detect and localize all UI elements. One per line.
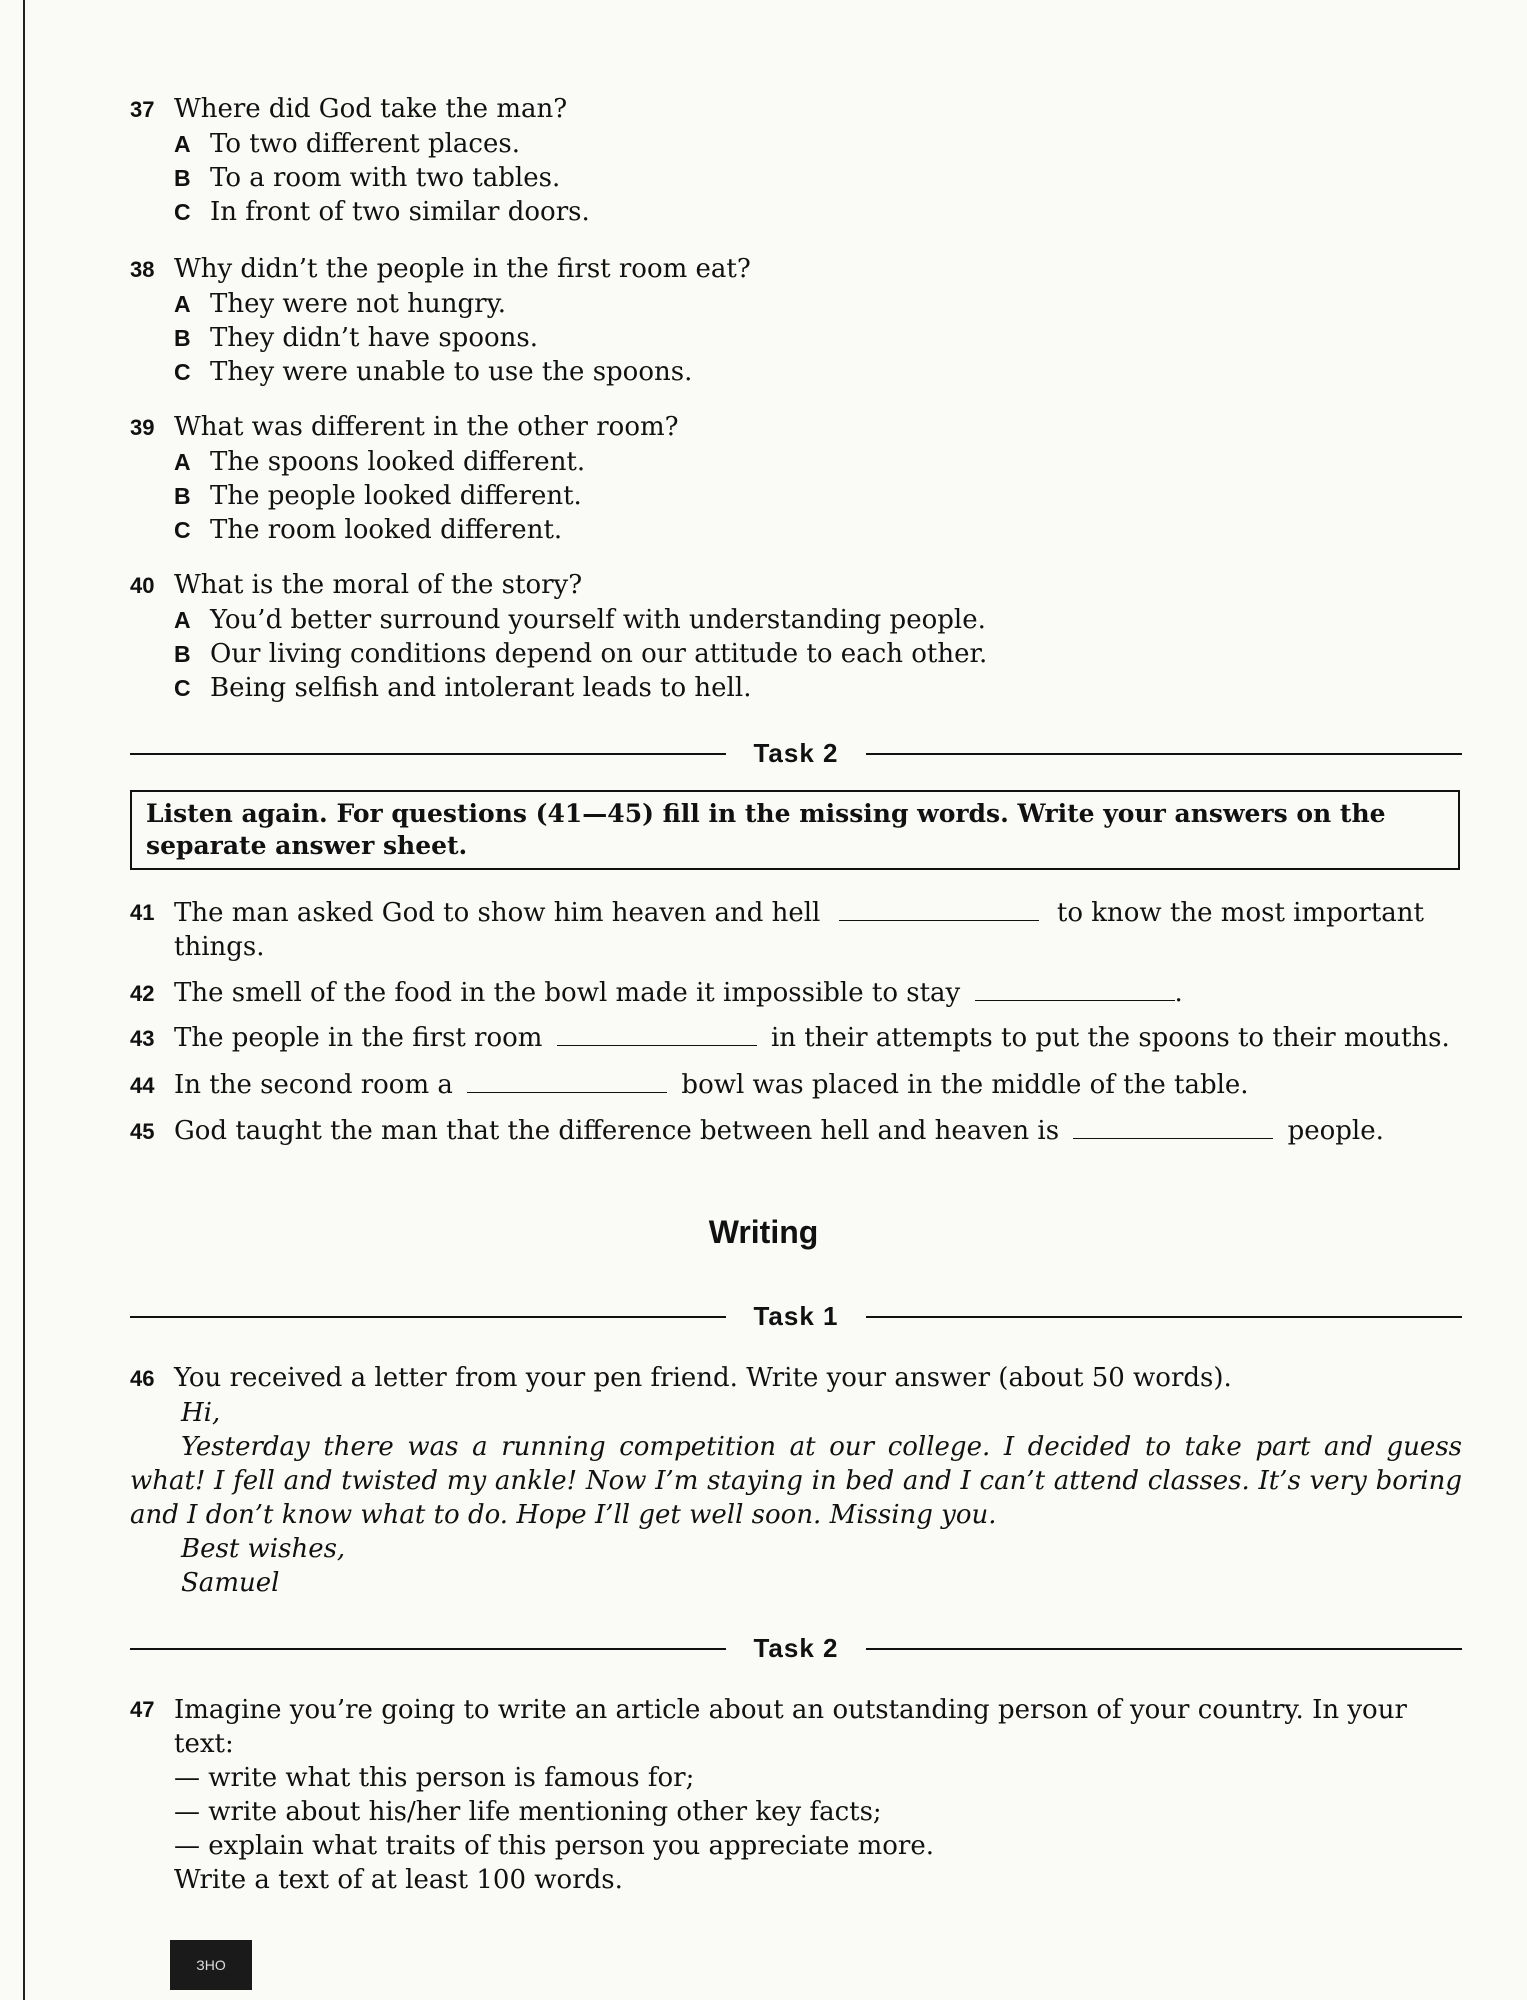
option-text: To two different places. (210, 129, 520, 159)
divider-line (130, 753, 726, 755)
question-number: 46 (130, 1366, 155, 1391)
letter-closing: Best wishes, (181, 1534, 346, 1564)
question-45 (130, 1114, 1384, 1149)
final-instruction: Write a text of at least 100 words. (174, 1865, 623, 1895)
question-number: 43 (130, 1026, 155, 1051)
option-letter: A (174, 449, 191, 475)
answer-blank (557, 1023, 757, 1046)
option-text: You’d better surround yourself with understanding people. (210, 605, 986, 635)
question-number: 38 (130, 257, 155, 282)
sentence-end: to know the most important things. (174, 898, 1424, 962)
question-number: 40 (130, 573, 155, 598)
task-2-divider (130, 738, 1462, 768)
bullet-item: — write what this person is famous for; (174, 1763, 695, 1793)
instruction-box (130, 790, 1460, 870)
question-number: 45 (130, 1119, 155, 1144)
divider-line (866, 1316, 1462, 1318)
task-1-divider (130, 1301, 1462, 1331)
bullet-item: — explain what traits of this person you appreciate more. (174, 1831, 935, 1861)
question-number: 42 (130, 981, 155, 1006)
letter-body: Yesterday there was a running competition at our college. I decided to take part and guess what! I fell and twisted my ankle! Now I’m staying in bed and I can’t attend classes. It’s very boring and I don’t know what to do. Hope I’ll get well soon. Missing you. (130, 1432, 1462, 1530)
sentence-start: In the second room a (174, 1070, 453, 1100)
option-letter: B (174, 483, 191, 509)
answer-blank (839, 898, 1039, 921)
option-letter: C (174, 675, 191, 701)
question-text: Imagine you’re going to write an article about an outstanding person of your country. In your text: (174, 1695, 1407, 1759)
option-letter: B (174, 165, 191, 191)
question-text: What is the moral of the story? (174, 570, 583, 600)
sentence-end: bowl was placed in the middle of the table. (681, 1070, 1249, 1100)
section-heading: Writing (708, 1214, 819, 1250)
question-number: 41 (130, 900, 155, 925)
option-text: Being selfish and intolerant leads to hell. (210, 673, 752, 703)
instruction-text: Listen again. For questions (41—45) fill in the missing words. Write your answers on the separate answer sheet. (146, 799, 1386, 860)
divider-line (866, 753, 1462, 755)
option-text: The room looked different. (210, 515, 563, 545)
margin-line (23, 0, 25, 2000)
sentence-start: God taught the man that the difference between hell and heaven is (174, 1116, 1060, 1146)
option-letter: A (174, 291, 191, 317)
question-text: What was different in the other room? (174, 412, 679, 442)
divider-line (130, 1316, 726, 1318)
option-letter: A (174, 131, 191, 157)
question-number: 39 (130, 415, 155, 440)
sentence-end: . (1174, 978, 1183, 1008)
question-text: You received a letter from your pen friend. Write your answer (about 50 words). (174, 1363, 1232, 1393)
option-text: Our living conditions depend on our attitude to each other. (210, 639, 988, 669)
option-text: They were unable to use the spoons. (210, 357, 693, 387)
sentence-start: The smell of the food in the bowl made it impossible to stay (174, 978, 961, 1008)
letter-signature: Samuel (181, 1568, 280, 1598)
letter-greeting: Hi, (181, 1398, 221, 1428)
answer-blank (1073, 1116, 1273, 1139)
question-41 (130, 896, 1462, 964)
answer-blank (975, 978, 1175, 1001)
sentence-end: people. (1287, 1116, 1384, 1146)
answer-blank (467, 1070, 667, 1093)
question-37 (130, 92, 590, 229)
option-text: The people looked different. (210, 481, 582, 511)
divider-line (130, 1648, 726, 1650)
option-text: They didn’t have spoons. (210, 323, 538, 353)
question-38 (130, 252, 751, 389)
option-letter: C (174, 517, 191, 543)
bullet-item: — write about his/her life mentioning other key facts; (174, 1797, 882, 1827)
question-text: Where did God take the man? (174, 94, 568, 124)
divider-line (866, 1648, 1462, 1650)
question-text: Why didn’t the people in the first room eat? (174, 254, 751, 284)
option-letter: C (174, 199, 191, 225)
option-text: The spoons looked different. (210, 447, 586, 477)
task-label: Task 2 (753, 1633, 839, 1663)
option-text: They were not hungry. (210, 289, 507, 319)
page-badge: ЗНО (170, 1940, 252, 1990)
question-43 (130, 1021, 1450, 1056)
question-47 (130, 1693, 1462, 1897)
question-42 (130, 976, 1183, 1011)
option-text: In front of two similar doors. (210, 197, 590, 227)
task-label: Task 1 (753, 1301, 839, 1331)
option-letter: A (174, 607, 191, 633)
task-2-divider (130, 1633, 1462, 1663)
question-number: 37 (130, 97, 155, 122)
option-letter: B (174, 641, 191, 667)
sentence-end: in their attempts to put the spoons to their mouths. (770, 1023, 1450, 1053)
option-letter: B (174, 325, 191, 351)
question-39 (130, 410, 679, 547)
question-number: 47 (130, 1697, 155, 1722)
option-text: To a room with two tables. (210, 163, 561, 193)
question-40 (130, 568, 987, 705)
question-44 (130, 1068, 1249, 1103)
option-letter: C (174, 359, 191, 385)
question-46 (130, 1361, 1462, 1600)
question-number: 44 (130, 1073, 155, 1098)
sentence-start: The people in the first room (174, 1023, 543, 1053)
sentence-start: The man asked God to show him heaven and hell (174, 898, 821, 928)
task-label: Task 2 (753, 738, 839, 768)
